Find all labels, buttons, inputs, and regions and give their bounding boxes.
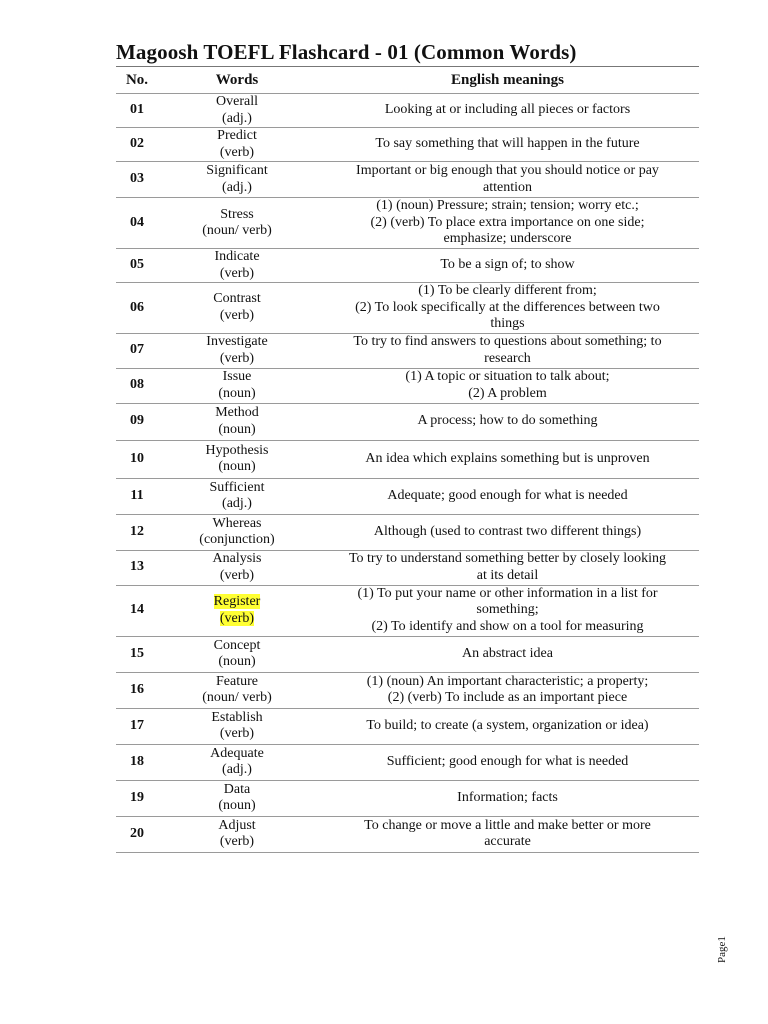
row-number: 08 bbox=[116, 368, 158, 403]
meaning-cell: To be a sign of; to show bbox=[316, 249, 699, 283]
meaning-cell: To say something that will happen in the future bbox=[316, 128, 699, 162]
table-row bbox=[116, 744, 699, 780]
meaning-cell: (1) To be clearly different from; (2) To look specifically at the differences between two things bbox=[316, 283, 699, 334]
row-number: 14 bbox=[116, 585, 158, 636]
row-number: 03 bbox=[116, 162, 158, 198]
meaning-cell: To try to find answers to questions about something; to research bbox=[316, 333, 699, 368]
word-cell bbox=[158, 708, 316, 744]
part-of-speech-highlighted: (verb) bbox=[219, 610, 255, 626]
word: Data bbox=[223, 781, 251, 797]
row-number: 20 bbox=[116, 816, 158, 852]
flashcard-table bbox=[116, 66, 699, 853]
word: Concept bbox=[213, 637, 261, 653]
page-number: Page1 bbox=[716, 936, 728, 964]
meaning-cell: An idea which explains something but is unproven bbox=[316, 440, 699, 478]
table-row bbox=[116, 333, 699, 368]
part-of-speech: (verb) bbox=[219, 726, 255, 741]
word: Establish bbox=[211, 709, 263, 725]
meaning-cell: To change or move a little and make better or more accurate bbox=[316, 816, 699, 852]
part-of-speech: (verb) bbox=[219, 144, 255, 160]
word: Sufficient bbox=[209, 479, 265, 495]
word: Adequate bbox=[210, 745, 264, 761]
part-of-speech: (verb) bbox=[219, 350, 255, 366]
part-of-speech: (verb) bbox=[219, 307, 255, 323]
row-number: 11 bbox=[116, 478, 158, 514]
meaning-cell: Information; facts bbox=[316, 780, 699, 816]
word: Feature bbox=[216, 673, 258, 689]
table-row bbox=[116, 816, 699, 852]
header-words: Words bbox=[158, 67, 316, 94]
part-of-speech: (verb) bbox=[219, 834, 255, 849]
word-cell bbox=[158, 514, 316, 550]
meaning-cell: Although (used to contrast two different things) bbox=[316, 514, 699, 550]
row-number: 04 bbox=[116, 198, 158, 249]
word-cell bbox=[158, 198, 316, 249]
word-cell bbox=[158, 780, 316, 816]
table-row bbox=[116, 672, 699, 708]
table-row bbox=[116, 94, 699, 128]
word-cell bbox=[158, 636, 316, 672]
word-cell bbox=[158, 816, 316, 852]
part-of-speech: (verb) bbox=[219, 265, 255, 281]
word: Indicate bbox=[214, 249, 260, 264]
word-cell bbox=[158, 283, 316, 334]
word: Predict bbox=[217, 128, 257, 143]
part-of-speech: (noun/ verb) bbox=[202, 223, 272, 238]
word-cell bbox=[158, 672, 316, 708]
header-no: No. bbox=[116, 67, 158, 94]
word: Analysis bbox=[212, 551, 262, 566]
part-of-speech: (noun) bbox=[218, 654, 256, 669]
word: Significant bbox=[206, 163, 268, 178]
meaning-cell: (1) (noun) An important characteristic; a property; (2) (verb) To include as an important piece bbox=[316, 672, 699, 708]
part-of-speech: (adj.) bbox=[222, 496, 252, 511]
row-number: 17 bbox=[116, 708, 158, 744]
word-cell bbox=[158, 249, 316, 283]
table-header-row bbox=[116, 67, 699, 94]
part-of-speech: (noun) bbox=[218, 459, 256, 474]
row-number: 16 bbox=[116, 672, 158, 708]
meaning-cell: Important or big enough that you should notice or pay attention bbox=[316, 162, 699, 198]
row-number: 09 bbox=[116, 403, 158, 440]
word-cell bbox=[158, 403, 316, 440]
word: Issue bbox=[222, 369, 252, 384]
part-of-speech: (adj.) bbox=[222, 179, 252, 195]
part-of-speech: (noun) bbox=[218, 385, 256, 401]
meaning-cell: (1) A topic or situation to talk about; (2) A problem bbox=[316, 368, 699, 403]
word: Method bbox=[215, 405, 259, 420]
word-cell bbox=[158, 744, 316, 780]
row-number: 01 bbox=[116, 94, 158, 128]
table-row bbox=[116, 162, 699, 198]
table-row bbox=[116, 585, 699, 636]
row-number: 06 bbox=[116, 283, 158, 334]
word: Overall bbox=[216, 94, 258, 109]
word-cell bbox=[158, 478, 316, 514]
table-row bbox=[116, 440, 699, 478]
row-number: 05 bbox=[116, 249, 158, 283]
row-number: 02 bbox=[116, 128, 158, 162]
part-of-speech: (noun/ verb) bbox=[202, 690, 272, 705]
table-row bbox=[116, 403, 699, 440]
meaning-cell: To try to understand something better by closely looking at its detail bbox=[316, 550, 699, 585]
table-row bbox=[116, 368, 699, 403]
page-title: Magoosh TOEFL Flashcard - 01 (Common Words) bbox=[116, 40, 577, 64]
word-cell bbox=[158, 550, 316, 585]
word-cell bbox=[158, 440, 316, 478]
word-cell bbox=[158, 128, 316, 162]
meaning-cell: To build; to create (a system, organization or idea) bbox=[316, 708, 699, 744]
word: Contrast bbox=[213, 291, 261, 307]
row-number: 12 bbox=[116, 514, 158, 550]
table-row bbox=[116, 550, 699, 585]
part-of-speech: (verb) bbox=[219, 567, 255, 583]
table-row bbox=[116, 636, 699, 672]
table-row bbox=[116, 198, 699, 249]
word: Adjust bbox=[218, 817, 256, 833]
word-cell bbox=[158, 94, 316, 128]
word-cell bbox=[158, 585, 316, 636]
word-cell bbox=[158, 333, 316, 368]
word-highlighted: Register bbox=[213, 594, 261, 609]
part-of-speech: (adj.) bbox=[222, 762, 252, 777]
row-number: 18 bbox=[116, 744, 158, 780]
meaning-cell: Adequate; good enough for what is needed bbox=[316, 478, 699, 514]
meaning-cell: A process; how to do something bbox=[316, 403, 699, 440]
word: Hypothesis bbox=[205, 442, 269, 458]
table-row bbox=[116, 780, 699, 816]
table-row bbox=[116, 283, 699, 334]
meaning-cell: Looking at or including all pieces or factors bbox=[316, 94, 699, 128]
meaning-cell: Sufficient; good enough for what is needed bbox=[316, 744, 699, 780]
meaning-cell: An abstract idea bbox=[316, 636, 699, 672]
word: Whereas bbox=[212, 515, 262, 531]
meaning-cell: (1) (noun) Pressure; strain; tension; worry etc.; (2) (verb) To place extra importance on one side; emphasize; underscore bbox=[316, 198, 699, 249]
row-number: 07 bbox=[116, 333, 158, 368]
part-of-speech: (noun) bbox=[218, 798, 256, 813]
row-number: 19 bbox=[116, 780, 158, 816]
table-row bbox=[116, 128, 699, 162]
table-body bbox=[116, 94, 699, 853]
meaning-cell: (1) To put your name or other information in a list for something; (2) To identify and show on a tool for measuring bbox=[316, 585, 699, 636]
part-of-speech: (conjunction) bbox=[199, 532, 275, 547]
word: Investigate bbox=[206, 334, 268, 349]
table-row bbox=[116, 708, 699, 744]
part-of-speech: (adj.) bbox=[222, 110, 252, 126]
header-meanings: English meanings bbox=[316, 67, 699, 94]
word-cell bbox=[158, 162, 316, 198]
word-cell bbox=[158, 368, 316, 403]
row-number: 13 bbox=[116, 550, 158, 585]
word: Stress bbox=[220, 206, 254, 222]
row-number: 15 bbox=[116, 636, 158, 672]
table-row bbox=[116, 249, 699, 283]
row-number: 10 bbox=[116, 440, 158, 478]
part-of-speech: (noun) bbox=[218, 421, 256, 437]
table-row bbox=[116, 478, 699, 514]
table-row bbox=[116, 514, 699, 550]
